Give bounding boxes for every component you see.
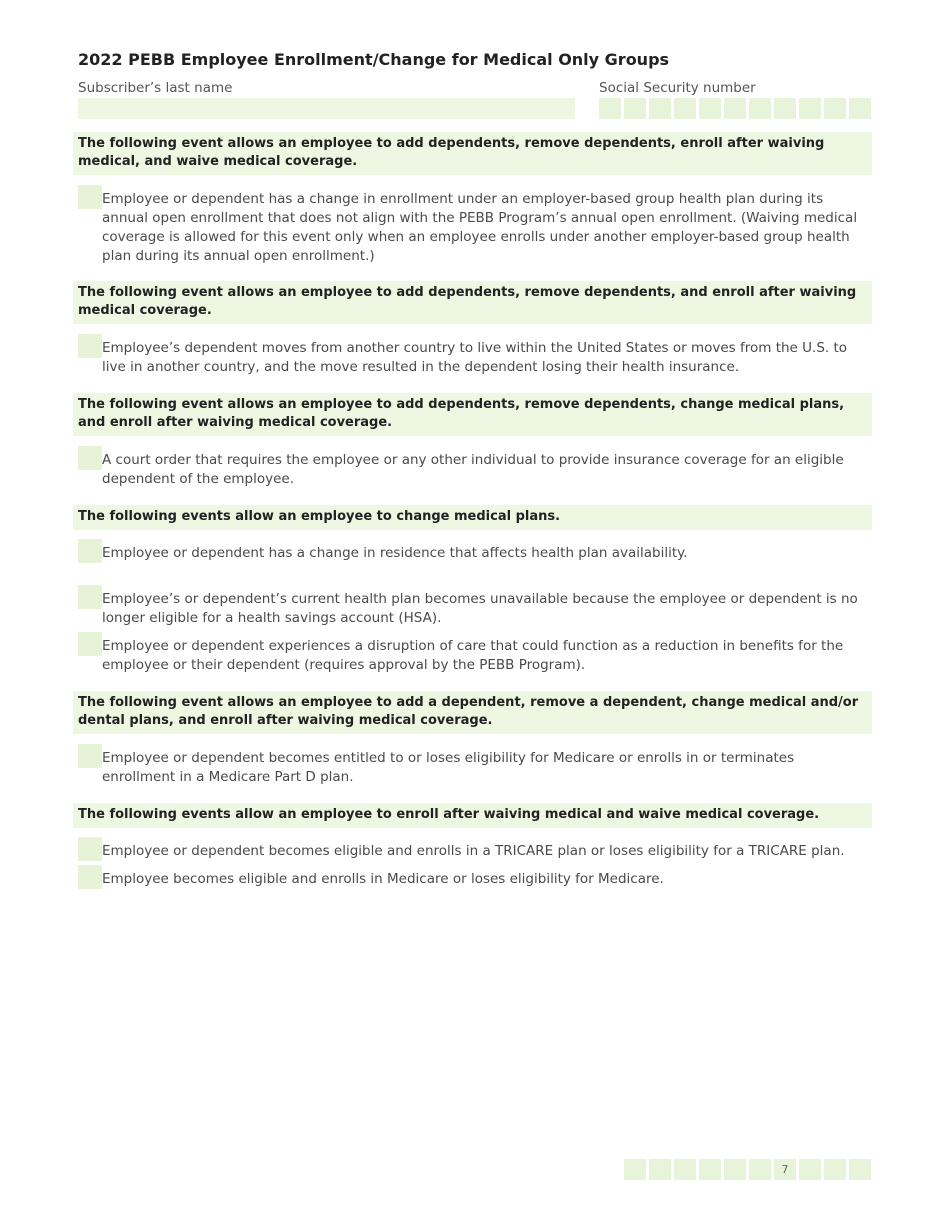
page-box — [849, 1159, 871, 1180]
event-checkbox[interactable] — [78, 837, 102, 861]
last-name-field[interactable] — [78, 98, 575, 119]
ssn-digit-box[interactable] — [849, 98, 871, 119]
page-number: 7 — [774, 1159, 796, 1180]
event-text: Employee or dependent has a change in enrollment under an employer-based group health plan during its annual open enrollment that does not align with the PEBB Program’s annual open enrollment. (Waiving medical coverage is allowed for this event only when an employee enrolls under another employer-based group health plan during its annual open enrollment.) — [102, 191, 858, 264]
page-title: 2022 PEBB Employee Enrollment/Change for Medical Only Groups — [78, 50, 670, 69]
section-heading: The following events allow an employee to change medical plans. — [73, 505, 872, 530]
event-checkbox[interactable] — [78, 334, 102, 358]
event-option — [78, 870, 870, 889]
event-option — [78, 544, 870, 563]
ssn-digit-box[interactable] — [599, 98, 621, 119]
event-option — [78, 749, 870, 787]
event-text: Employee or dependent becomes eligible and enrolls in a TRICARE plan or loses eligibility for a TRICARE plan. — [102, 843, 845, 859]
event-text: Employee or dependent has a change in residence that affects health plan availability. — [102, 545, 688, 561]
event-option — [78, 637, 870, 675]
event-checkbox[interactable] — [78, 446, 102, 470]
event-text: A court order that requires the employee or any other individual to provide insurance coverage for an eligible dependent of the employee. — [102, 452, 844, 487]
section-heading: The following event allows an employee to add dependents, remove dependents, and enroll after waiving medical coverage. — [73, 281, 872, 324]
event-option — [78, 451, 870, 489]
event-option — [78, 590, 870, 628]
ssn-digit-box[interactable] — [624, 98, 646, 119]
page-box — [724, 1159, 746, 1180]
event-option — [78, 190, 870, 266]
event-checkbox[interactable] — [78, 744, 102, 768]
page-box — [824, 1159, 846, 1180]
event-option — [78, 339, 870, 377]
ssn-digit-box[interactable] — [824, 98, 846, 119]
event-text: Employee’s dependent moves from another country to live within the United States or moves from the U.S. to live in another country, and the move resulted in the dependent losing their health insurance. — [102, 340, 848, 375]
section-heading: The following event allows an employee to add dependents, remove dependents, change medical plans, and enroll after waiving medical coverage. — [73, 393, 872, 436]
section-heading: The following events allow an employee to enroll after waiving medical and waive medical coverage. — [73, 803, 872, 828]
event-text: Employee or dependent experiences a disruption of care that could function as a reduction in benefits for the employee or their dependent (requires approval by the PEBB Program). — [102, 638, 844, 673]
ssn-digit-box[interactable] — [749, 98, 771, 119]
page-box — [699, 1159, 721, 1180]
page-box — [624, 1159, 646, 1180]
section-heading: The following event allows an employee to add dependents, remove dependents, enroll after waiving medical, and waive medical coverage. — [73, 132, 872, 175]
event-checkbox[interactable] — [78, 539, 102, 563]
event-text: Employee’s or dependent’s current health plan becomes unavailable because the employee or dependent is no longer eligible for a health savings account (HSA). — [102, 591, 858, 626]
page-box — [674, 1159, 696, 1180]
last-name-label: Subscriber’s last name — [78, 80, 233, 96]
page-box — [799, 1159, 821, 1180]
page-box — [649, 1159, 671, 1180]
ssn-digit-box[interactable] — [799, 98, 821, 119]
ssn-digit-box[interactable] — [699, 98, 721, 119]
event-checkbox[interactable] — [78, 185, 102, 209]
ssn-digit-box[interactable] — [724, 98, 746, 119]
event-checkbox[interactable] — [78, 865, 102, 889]
page-box — [749, 1159, 771, 1180]
page-number-strip — [624, 1159, 871, 1180]
ssn-digit-box[interactable] — [674, 98, 696, 119]
ssn-field — [599, 98, 871, 119]
event-option — [78, 842, 870, 861]
event-checkbox[interactable] — [78, 632, 102, 656]
event-text: Employee becomes eligible and enrolls in Medicare or loses eligibility for Medicare. — [102, 871, 664, 887]
event-checkbox[interactable] — [78, 585, 102, 609]
ssn-digit-box[interactable] — [649, 98, 671, 119]
section-heading: The following event allows an employee to add a dependent, remove a dependent, change medical and/or dental plans, and enroll after waiving medical coverage. — [73, 691, 872, 734]
event-text: Employee or dependent becomes entitled to or loses eligibility for Medicare or enrolls in or terminates enrollment in a Medicare Part D plan. — [102, 750, 795, 785]
ssn-digit-box[interactable] — [774, 98, 796, 119]
ssn-label: Social Security number — [599, 80, 756, 96]
